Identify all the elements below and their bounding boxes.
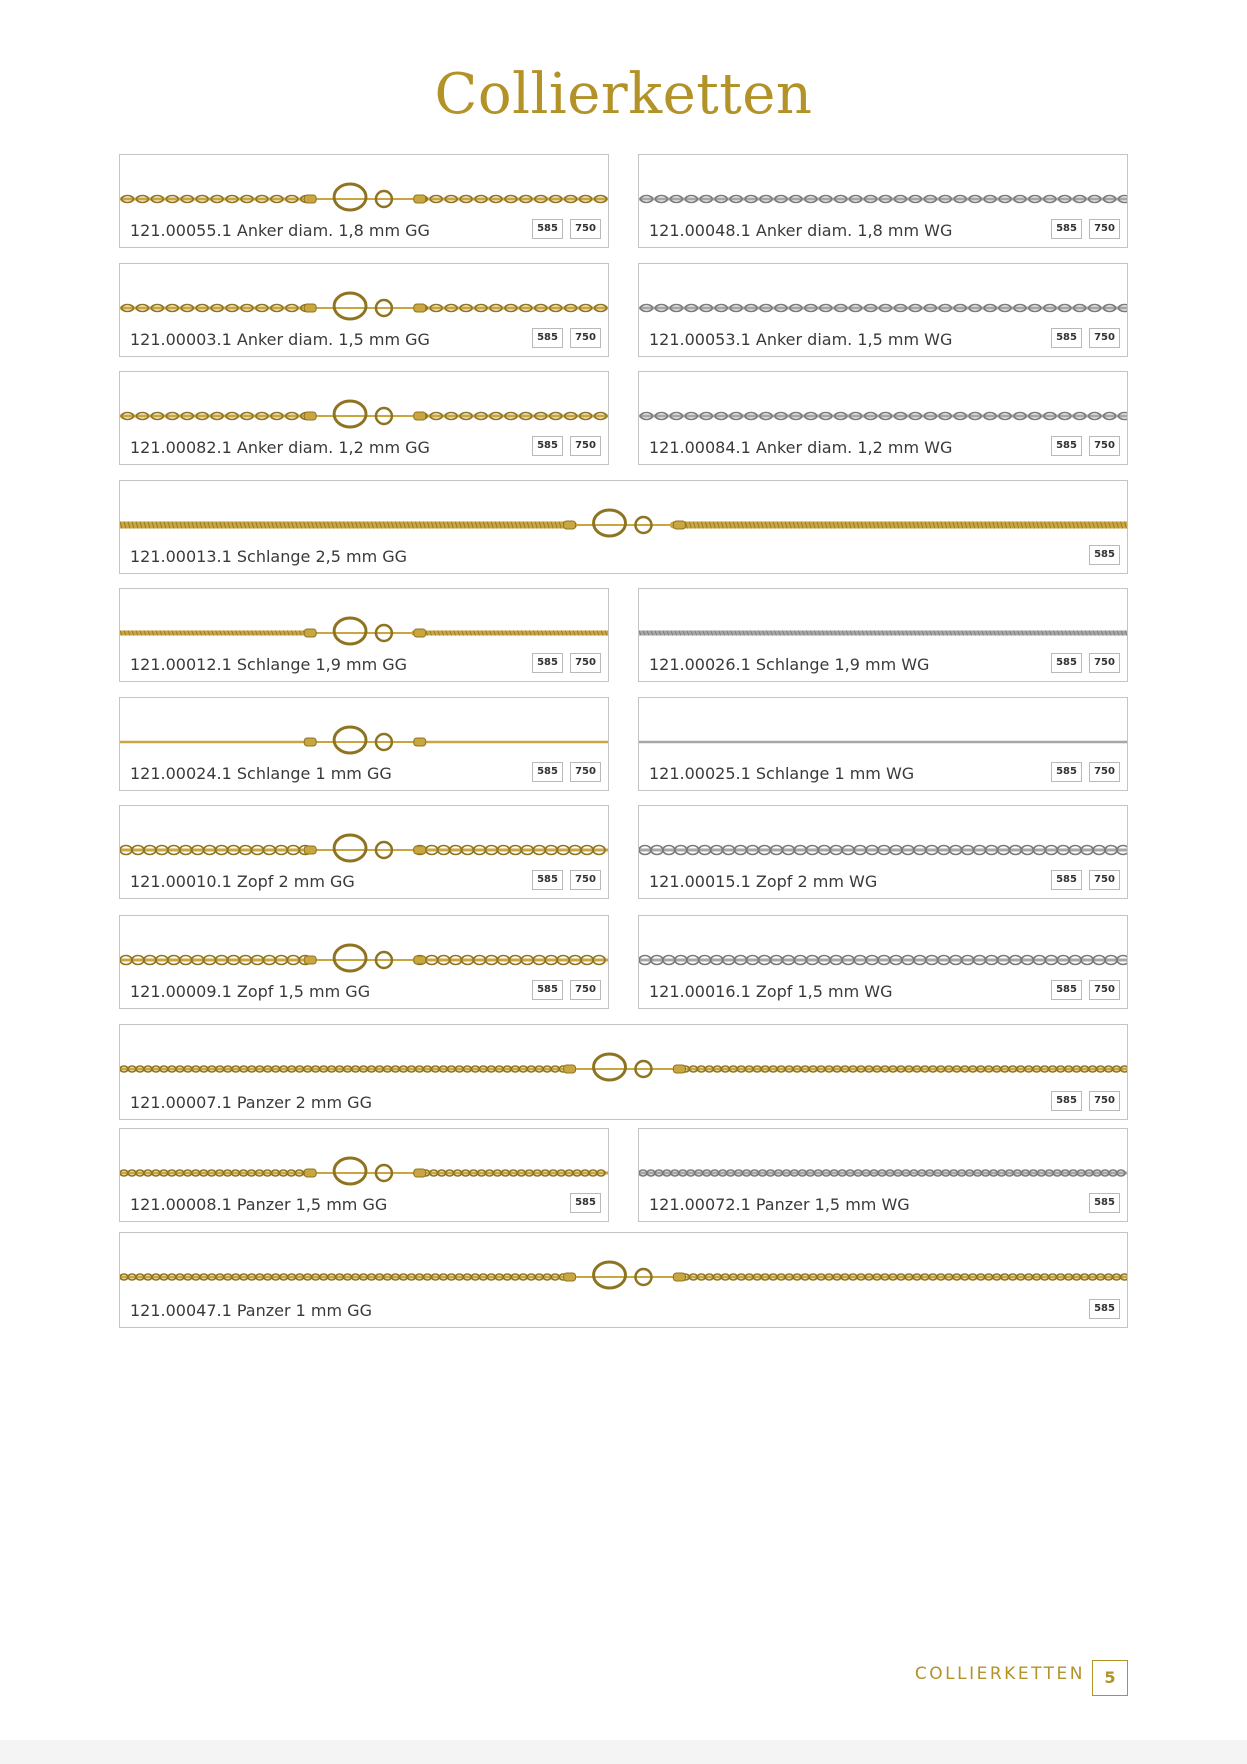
purity-badges xyxy=(1051,219,1120,239)
purity-badge: 750 xyxy=(570,762,601,782)
purity-badge: 585 xyxy=(1051,762,1082,782)
chain-label: 121.00009.1 Zopf 1,5 mm GG xyxy=(130,982,371,1001)
chain-label: 121.00003.1 Anker diam. 1,5 mm GG xyxy=(130,330,430,349)
purity-badges xyxy=(1051,762,1120,782)
chain-label: 121.00015.1 Zopf 2 mm WG xyxy=(649,872,878,891)
chain-label: 121.00084.1 Anker diam. 1,2 mm WG xyxy=(649,438,953,457)
purity-badge: 585 xyxy=(532,219,563,239)
purity-badges xyxy=(532,980,601,1000)
purity-badges xyxy=(532,870,601,890)
chain-image xyxy=(120,1239,1127,1309)
bottom-band xyxy=(0,1740,1247,1764)
chain-card[interactable] xyxy=(638,915,1128,1009)
page-number: 5 xyxy=(1092,1660,1128,1696)
purity-badge: 750 xyxy=(1089,980,1120,1000)
chain-label: 121.00008.1 Panzer 1,5 mm GG xyxy=(130,1195,388,1214)
purity-badges xyxy=(1089,1193,1120,1213)
purity-badge: 750 xyxy=(570,980,601,1000)
chain-card[interactable] xyxy=(638,154,1128,248)
purity-badge: 750 xyxy=(1089,436,1120,456)
purity-badge: 750 xyxy=(1089,328,1120,348)
chain-card[interactable] xyxy=(638,371,1128,465)
purity-badge: 585 xyxy=(1051,219,1082,239)
chain-card[interactable] xyxy=(638,1128,1128,1222)
chain-label: 121.00048.1 Anker diam. 1,8 mm WG xyxy=(649,221,953,240)
chain-card[interactable] xyxy=(119,154,609,248)
purity-badge: 750 xyxy=(570,653,601,673)
page-title: Collierketten xyxy=(434,62,813,127)
chain-card[interactable] xyxy=(119,1232,1128,1328)
chain-label: 121.00082.1 Anker diam. 1,2 mm GG xyxy=(130,438,430,457)
purity-badge: 750 xyxy=(570,328,601,348)
chain-card[interactable] xyxy=(119,805,609,899)
chain-card[interactable] xyxy=(638,263,1128,357)
chain-card[interactable] xyxy=(119,915,609,1009)
purity-badge: 750 xyxy=(1089,870,1120,890)
purity-badge: 750 xyxy=(1089,762,1120,782)
chain-label: 121.00072.1 Panzer 1,5 mm WG xyxy=(649,1195,910,1214)
chain-card[interactable] xyxy=(119,480,1128,574)
chain-card[interactable] xyxy=(119,1024,1128,1120)
purity-badge: 585 xyxy=(1089,1193,1120,1213)
chain-label: 121.00026.1 Schlange 1,9 mm WG xyxy=(649,655,930,674)
chain-card[interactable] xyxy=(119,588,609,682)
purity-badges xyxy=(532,653,601,673)
purity-badge: 585 xyxy=(532,762,563,782)
purity-badges xyxy=(1051,1091,1120,1111)
purity-badges xyxy=(1051,980,1120,1000)
purity-badge: 585 xyxy=(570,1193,601,1213)
purity-badges xyxy=(1051,436,1120,456)
chain-label: 121.00025.1 Schlange 1 mm WG xyxy=(649,764,915,783)
purity-badge: 750 xyxy=(1089,653,1120,673)
purity-badge: 585 xyxy=(1089,1299,1120,1319)
purity-badge: 585 xyxy=(1051,328,1082,348)
chain-card[interactable] xyxy=(119,263,609,357)
footer-section-label: COLLIERKETTEN xyxy=(914,1664,1085,1684)
chain-label: 121.00016.1 Zopf 1,5 mm WG xyxy=(649,982,893,1001)
purity-badge: 750 xyxy=(1089,219,1120,239)
chain-label: 121.00013.1 Schlange 2,5 mm GG xyxy=(130,547,408,566)
chain-label: 121.00007.1 Panzer 2 mm GG xyxy=(130,1093,372,1112)
purity-badge: 585 xyxy=(532,328,563,348)
chain-card[interactable] xyxy=(119,371,609,465)
purity-badge: 585 xyxy=(1051,1091,1082,1111)
purity-badges xyxy=(1051,653,1120,673)
chain-label: 121.00024.1 Schlange 1 mm GG xyxy=(130,764,392,783)
purity-badge: 750 xyxy=(1089,1091,1120,1111)
chain-label: 121.00010.1 Zopf 2 mm GG xyxy=(130,872,355,891)
purity-badge: 585 xyxy=(1089,545,1120,565)
purity-badge: 750 xyxy=(570,219,601,239)
chain-card[interactable] xyxy=(638,697,1128,791)
purity-badge: 585 xyxy=(532,980,563,1000)
purity-badge: 750 xyxy=(570,870,601,890)
purity-badge: 585 xyxy=(1051,436,1082,456)
purity-badge: 585 xyxy=(532,870,563,890)
purity-badge: 585 xyxy=(1051,870,1082,890)
purity-badges xyxy=(532,328,601,348)
purity-badge: 585 xyxy=(1051,980,1082,1000)
purity-badges xyxy=(1051,870,1120,890)
purity-badge: 585 xyxy=(532,653,563,673)
chain-card[interactable] xyxy=(638,588,1128,682)
purity-badges xyxy=(1089,1299,1120,1319)
chain-label: 121.00047.1 Panzer 1 mm GG xyxy=(130,1301,372,1320)
chain-card[interactable] xyxy=(119,1128,609,1222)
purity-badges xyxy=(570,1193,601,1213)
purity-badges xyxy=(532,436,601,456)
purity-badge: 585 xyxy=(1051,653,1082,673)
chain-label: 121.00055.1 Anker diam. 1,8 mm GG xyxy=(130,221,430,240)
purity-badges xyxy=(1051,328,1120,348)
purity-badges xyxy=(532,762,601,782)
purity-badge: 585 xyxy=(532,436,563,456)
chain-label: 121.00053.1 Anker diam. 1,5 mm WG xyxy=(649,330,953,349)
chain-image xyxy=(120,1031,1127,1101)
chain-label: 121.00012.1 Schlange 1,9 mm GG xyxy=(130,655,408,674)
chain-card[interactable] xyxy=(119,697,609,791)
chain-card[interactable] xyxy=(638,805,1128,899)
purity-badge: 750 xyxy=(570,436,601,456)
purity-badges xyxy=(1089,545,1120,565)
purity-badges xyxy=(532,219,601,239)
